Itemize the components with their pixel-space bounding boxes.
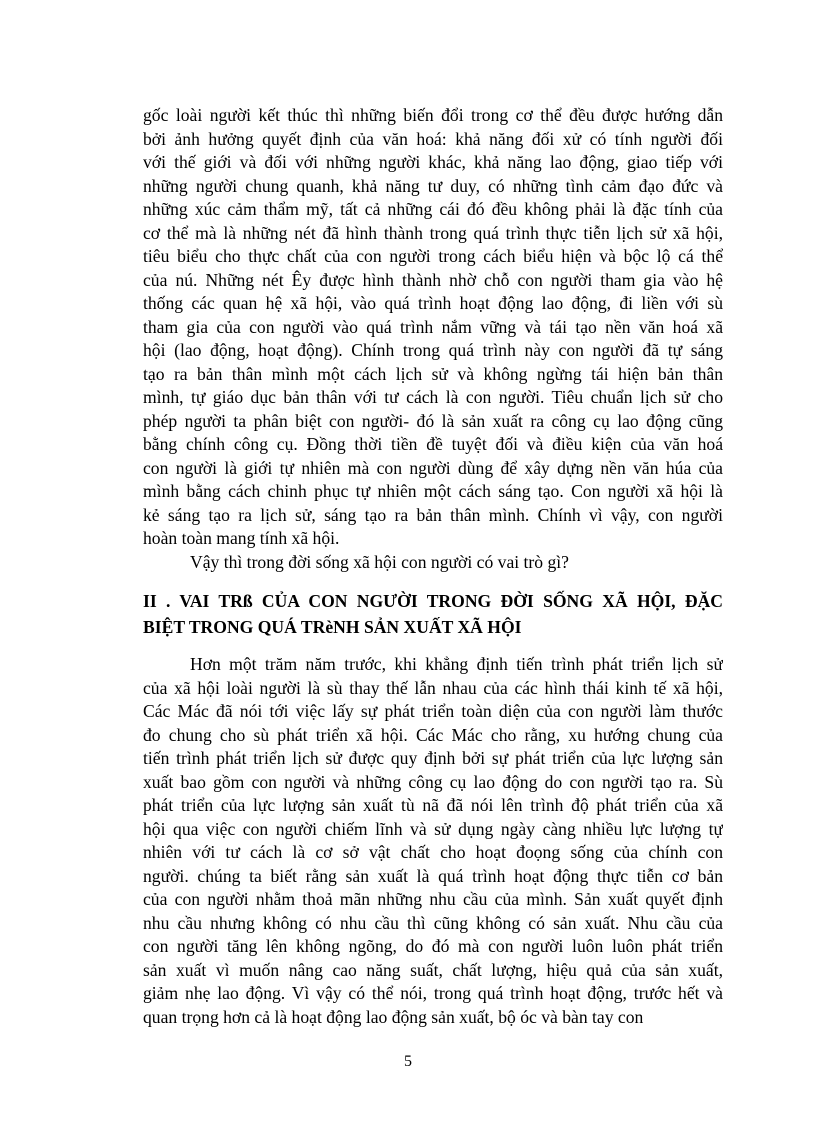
paragraph-2-line: của xã hội loài người là sù thay thế lẫn nhau của các hình thái kinh tế xã hội, (143, 677, 723, 698)
paragraph-1-line: cơ thể mà là những nét đã hình thành trong quá trình thực tiễn lịch sử xã hội, (143, 222, 723, 243)
paragraph-1-last-line: hoàn toàn mang tính xã hội. (143, 528, 340, 548)
document-body (143, 104, 723, 1029)
paragraph-1-line: thống các quan hệ xã hội, vào quá trình hoạt động lao động, đi liền với sù (143, 293, 723, 313)
paragraph-2-line: Các Mác đã nói tới việc lấy sự phát triển toàn diện của con người làm thước (143, 701, 723, 721)
paragraph-2-line: nhu cầu nhưng không có nhu cầu thì cũng không có sản xuất. Nhu cầu của (143, 912, 723, 933)
paragraph-2-line: sản xuất vì muốn nâng cao năng suất, chất lượng, hiệu quả của sản xuất, (143, 959, 723, 980)
paragraph-1-line: của nú. Những nét Êy được hình thành nhờ chỗ con người tham gia vào hệ (143, 269, 723, 290)
paragraph-2-last-line: quan trọng hơn cả là hoạt động lao động sản xuất, bộ óc và bàn tay con (143, 1006, 644, 1027)
section-heading-line-2: BIỆT TRONG QUÁ TRèNH SẢN XUẤT XÃ HỘI (143, 617, 522, 637)
paragraph-2-line: con người tăng lên không ngõng, do đó mà con người luôn luôn phát triển (143, 936, 723, 956)
paragraph-1-line: tiêu biểu cho thực chất của con người trong cách biểu hiện và bộc lộ cá thể (143, 246, 723, 266)
paragraph-1-line: mình, tự giáo dục bản thân với tư cách là con người. Tiêu chuẩn lịch sử cho (143, 387, 723, 407)
paragraph-1-line: tham gia của con người vào quá trình nắm vững và tái tạo nền văn hoá xã (143, 316, 723, 337)
paragraph-1-line: con người là giới tự nhiên mà con người dùng để xây dựng nền văn húa của (143, 457, 723, 478)
paragraph-1-line: bằng chính công cụ. Đồng thời tiền đề tuyệt đối và điều kiện của văn hoá (143, 434, 723, 454)
paragraph-2-line: tiến trình phát triển lịch sử được quy định bởi sự phát triển của lực lượng sản (143, 748, 723, 768)
paragraph-2-line: phát triển của lực lượng sản xuất tù nã đã nói lên trình độ phát triển của xã (143, 795, 723, 815)
paragraph-1-line: mình bằng cách chinh phục tự nhiên một cách sáng tạo. Con người xã hội là (143, 481, 723, 501)
paragraph-1-line: gốc loài người kết thúc thì những biến đổi trong cơ thể đều được hướng dẫn (143, 105, 723, 125)
paragraph-2-line: của con người nhằm thoả mãn những nhu cầu của mình. Sản xuất quyết định (143, 889, 723, 909)
paragraph-2-line: nhiên với tư cách là cơ sở vật chất cho hoạt đoọng sống của chính con (143, 842, 723, 862)
paragraph-2-first-line: Hơn một trăm năm trước, khi khẳng định tiến trình phát triển lịch sử (190, 654, 723, 674)
paragraph-1-line: phép người ta phân biệt con người- đó là sản xuất ra công cụ lao động cũng (143, 410, 723, 431)
paragraph-2-line: xuất bao gồm con người và những công cụ lao động do con người tạo ra. Sù (143, 771, 723, 792)
paragraph-1-line: bởi ảnh hưởng quyết định của văn hoá: khả năng đối xử có tính người đối (143, 128, 723, 149)
paragraph-1-line: tạo ra bản thân mình một cách lịch sử và không ngừng tái hiện bản thân (143, 363, 723, 384)
paragraph-2-line: đo chung cho sù phát triển xã hội. Các Mác cho rằng, xu hướng chung của (143, 724, 723, 745)
question-line: Vậy thì trong đời sống xã hội con người có vai trò gì? (190, 551, 569, 572)
paragraph-1-line: kẻ sáng tạo ra lịch sử, sáng tạo ra bản thân mình. Chính vì vậy, con người (143, 504, 723, 525)
paragraph-1-line: với thế giới và đối với những người khác, khả năng lao động, giao tiếp với (143, 152, 723, 172)
paragraph-2-line: giảm nhẹ lao động. Vì vậy có thể nói, trong quá trình hoạt động, trước hết và (143, 983, 723, 1003)
paragraph-2 (143, 677, 723, 1006)
paragraph-2-line: người. chúng ta biết rằng sản xuất là quá trình hoạt động thực tiễn cơ bản (143, 865, 723, 886)
paragraph-1 (143, 104, 723, 527)
section-heading-line-1: II . VAI TRß CỦA CON NGƯỜI TRONG ĐỜI SỐNG XÃ HỘI, ĐẶC (143, 591, 723, 611)
paragraph-1-line: hội (lao động, hoạt động). Chính trong quá trình này con người đã tự sáng (143, 340, 723, 360)
paragraph-1-line: những xúc cảm thẩm mỹ, tất cả những cái đó đều không phải là đặc tính của (143, 199, 723, 219)
section-heading (143, 588, 723, 640)
paragraph-1-line: những người chung quanh, khả năng tư duy, có những tình cảm đạo đức và (143, 175, 723, 196)
paragraph-2-line: hội qua việc con người chiếm lĩnh và sử dụng ngày càng nhiều lực lượng tự (143, 818, 723, 839)
page-number: 5 (404, 1053, 412, 1070)
